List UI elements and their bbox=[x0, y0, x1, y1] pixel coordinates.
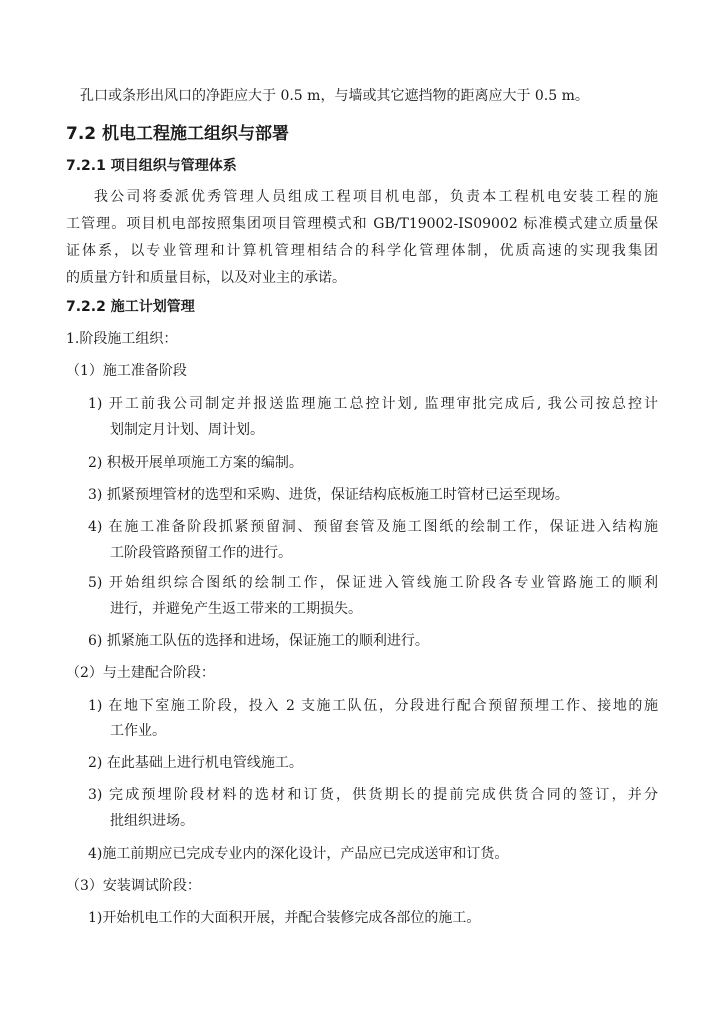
list-item: 3) 完成预埋阶段材料的选材和订货，供货期长的提前完成供货合同的签订，并分 bbox=[88, 787, 658, 803]
list-item: 4)施工前期应已完成专业内的深化设计，产品应已完成送审和订货。 bbox=[88, 846, 509, 862]
intro-line: 孔口或条形出风口的净距应大于 0.5 m，与墙或其它遮挡物的距离应大于 0.5 m。 bbox=[80, 88, 589, 104]
phase-title-civil-coordination: （2）与土建配合阶段： bbox=[66, 665, 215, 681]
paragraph-line: 工管理。项目机电部按照集团项目管理模式和 GB/T19002-IS09002 标准模式建立质量保 bbox=[66, 216, 658, 232]
list-item: 1)开始机电工作的大面积开展，并配合装修完成各部位的施工。 bbox=[88, 910, 481, 926]
list-item: 1) 开工前我公司制定并报送监理施工总控计划, 监理审批完成后, 我公司按总控计 bbox=[88, 396, 658, 412]
list-item: 2) 积极开展单项施工方案的编制。 bbox=[88, 455, 303, 471]
list-item: 6) 抓紧施工队伍的选择和进场，保证施工的顺利进行。 bbox=[88, 633, 429, 649]
list-item-continuation: 批组织进场。 bbox=[110, 813, 194, 829]
list-item: 1) 在地下室施工阶段，投入 2 支施工队伍，分段进行配合预留预埋工作、接地的施 bbox=[88, 698, 658, 714]
list-item-continuation: 划制定月计划、周计划。 bbox=[110, 422, 264, 438]
list-item: 4) 在施工准备阶段抓紧预留洞、预留套管及施工图纸的绘制工作，保证进入结构施 bbox=[88, 519, 658, 535]
section-title: 7.2 机电工程施工组织与部署 bbox=[66, 124, 290, 144]
paragraph-line: 证体系，以专业管理和计算机管理相结合的科学化管理体制，优质高速的实现我集团 bbox=[66, 243, 658, 259]
phase-title-preparation: （1）施工准备阶段 bbox=[66, 363, 187, 379]
list-item: 2) 在此基础上进行机电管线施工。 bbox=[88, 755, 303, 771]
stage-title: 1.阶段施工组织： bbox=[66, 331, 178, 347]
paragraph-line: 的质量方针和质量目标，以及对业主的承诺。 bbox=[66, 270, 346, 286]
list-item-continuation: 工阶段管路预留工作的进行。 bbox=[110, 545, 292, 561]
list-item-continuation: 工作业。 bbox=[110, 723, 166, 739]
subsection-title-organization: 7.2.1 项目组织与管理体系 bbox=[66, 158, 237, 174]
phase-title-installation: （3）安装调试阶段： bbox=[66, 878, 201, 894]
list-item: 5) 开始组织综合图纸的绘制工作，保证进入管线施工阶段各专业管路施工的顺利 bbox=[88, 575, 658, 591]
list-item: 3) 抓紧预埋管材的选型和采购、进货，保证结构底板施工时管材已运至现场。 bbox=[88, 487, 569, 503]
paragraph-line: 我公司将委派优秀管理人员组成工程项目机电部，负责本工程机电安装工程的施 bbox=[94, 189, 658, 205]
list-item-continuation: 进行，并避免产生返工带来的工期损失。 bbox=[110, 601, 362, 617]
subsection-title-schedule: 7.2.2 施工计划管理 bbox=[66, 299, 195, 315]
